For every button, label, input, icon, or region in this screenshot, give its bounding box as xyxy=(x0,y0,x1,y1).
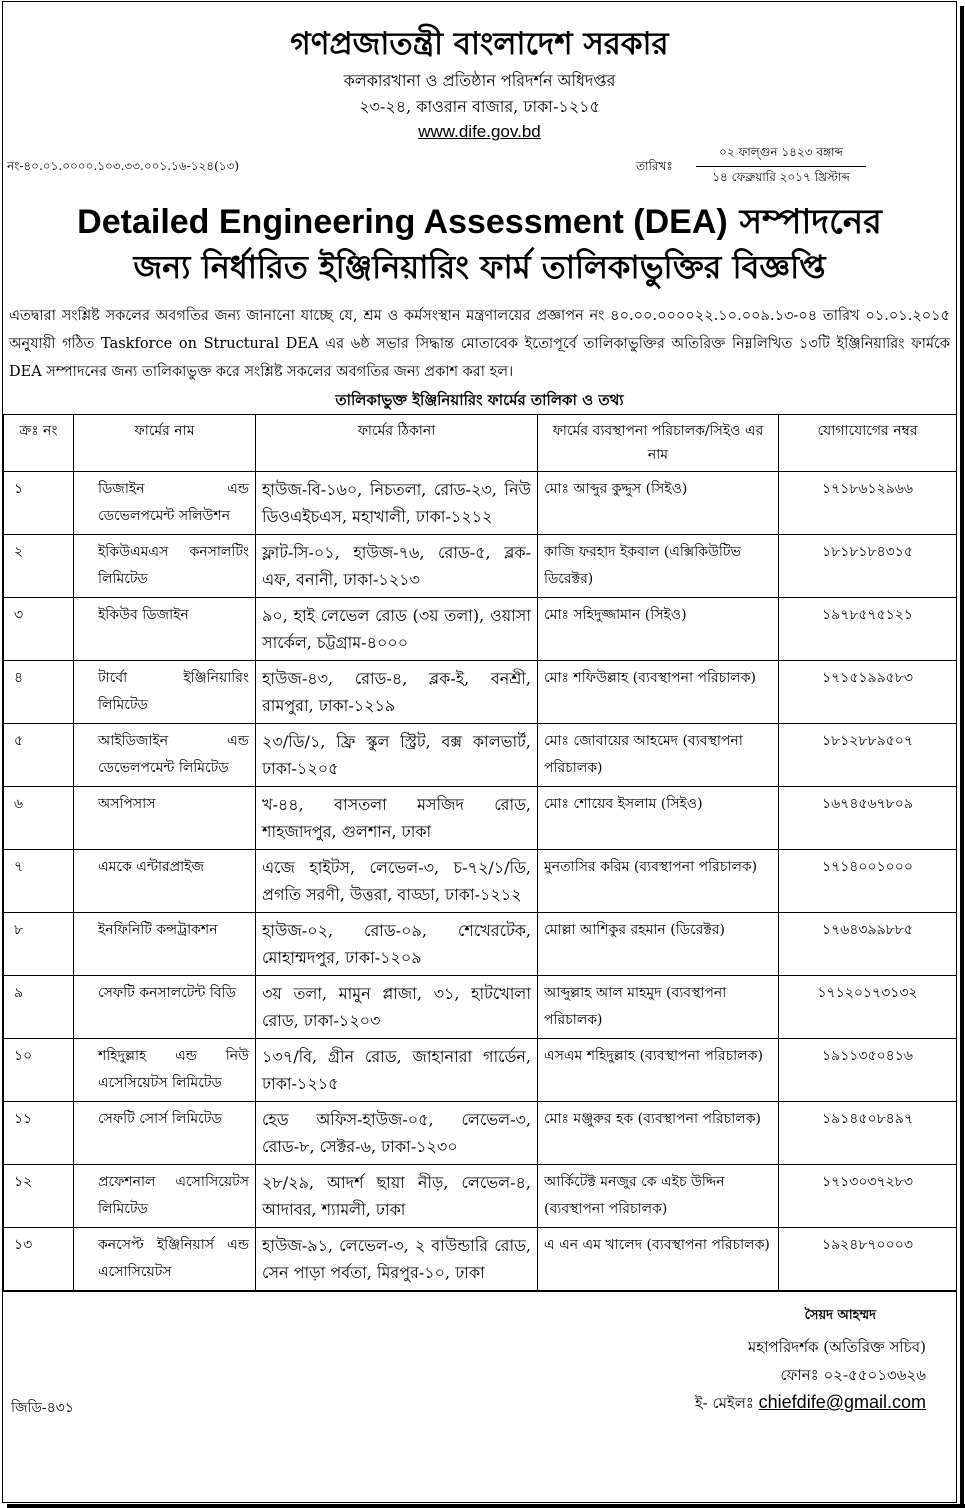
ceo-cell: মোঃ শফিউল্লাহ (ব্যবস্থাপনা পরিচালক) xyxy=(538,661,779,724)
header-firm-address: ফার্মের ঠিকানা xyxy=(256,415,538,472)
firm-name-cell: প্রফেশনাল এসোসিয়েটস লিমিটেড xyxy=(74,1165,256,1228)
table-row xyxy=(4,1165,957,1228)
table-row xyxy=(4,787,957,850)
table-row xyxy=(4,1228,957,1291)
serial-cell: ১২ xyxy=(4,1165,74,1228)
ceo-cell: মোঃ মঞ্জুরুর হক (ব্যবস্থাপনা পরিচালক) xyxy=(538,1102,779,1165)
contact-cell: ১৭১২০১৭৩১৩২ xyxy=(779,976,957,1039)
ceo-cell: মোঃ সহিদুজ্জামান (সিইও) xyxy=(538,598,779,661)
signatory-phone: ফোনঃ ০২-৫৫০১৩৬২৬ xyxy=(780,1366,926,1384)
firm-address-cell: খ-৪৪, বাসতলা মসজিদ রোড, শাহজাদপুর, গুলশান, ঢাকা xyxy=(256,787,538,850)
memo-row xyxy=(3,144,956,190)
header-serial: ক্রঃ নং xyxy=(4,415,74,472)
firm-name-cell: আইডিজাইন এন্ড ডেভেলপমেন্ট লিমিটেড xyxy=(74,724,256,787)
table-row xyxy=(4,976,957,1039)
ceo-cell: কাজি ফরহাদ ইকবাল (এক্সিকিউটিভ ডিরেক্টর) xyxy=(538,535,779,598)
firm-name-cell: এমকে এন্টারপ্রাইজ xyxy=(74,850,256,913)
firm-name-cell: শহিদুল্লাহ এন্ড নিউ এসেসিয়েটস লিমিটেড xyxy=(74,1039,256,1102)
serial-cell: ৫ xyxy=(4,724,74,787)
firm-name-cell: টার্বো ইঞ্জিনিয়ারিং লিমিটেড xyxy=(74,661,256,724)
date-lines xyxy=(696,144,866,189)
contact-cell: ১৯১১৩৫০৪১৬ xyxy=(779,1039,957,1102)
serial-cell: ২ xyxy=(4,535,74,598)
ceo-cell: মোঃ আব্দুর কুদ্দুস (সিইও) xyxy=(538,472,779,535)
contact-cell: ১৮১২৮৮৯৫০৭ xyxy=(779,724,957,787)
contact-cell: ১৯২৪৮৭০০০৩ xyxy=(779,1228,957,1291)
table-row xyxy=(4,1102,957,1165)
firm-name-cell: ইকিউএমএস কনসালটিং লিমিটেড xyxy=(74,535,256,598)
contact-cell: ১৯১৪৫০৮৪৯৭ xyxy=(779,1102,957,1165)
page-shadow-bottom xyxy=(7,1504,965,1508)
signatory-designation: মহাপরিদর্শক (অতিরিক্ত সচিব) xyxy=(747,1338,926,1356)
firm-name-cell: ইকিউব ডিজাইন xyxy=(74,598,256,661)
intro-paragraph: এতদ্বারা সংশ্লিষ্ট সকলের অবগতির জন্য জানানো যাচ্ছে যে, শ্রম ও কর্মসংস্থান মন্ত্রণালয়ের প্রজ্ঞাপন নং ৪০.০০.০০০০২২.১০.০০৯.১৩-০৪ তারিখ ০১.০১.২০১৫ অনুযায়ী গঠিত Taskforce on Structural DEA এর ৬ষ্ঠ সভার সিদ্ধান্ত মোতাবেক ইতোপূর্বে তালিকাভুক্তির অতিরিক্ত নিম্নলিখিত ১৩টি ইঞ্জিনিয়ারিং ফার্মকে DEA সম্পাদনের জন্য তালিকাভুক্ত করে সংশ্লিষ্ট সকলের অবগতির জন্য প্রকাশ করা হল। xyxy=(9,308,950,380)
table-row xyxy=(4,661,957,724)
table-row xyxy=(4,1039,957,1102)
firm-address-cell: এজে হাইটস, লেভেল-৩, চ-৭২/১/ডি, প্রগতি সরণী, উত্তরা, বাড্ডা, ঢাকা-১২১২ xyxy=(256,850,538,913)
government-title: গণপ্রজাতন্ত্রী বাংলাদেশ সরকার xyxy=(290,26,669,62)
firm-address-cell: ৯০, হাই লেভেল রোড (৩য় তলা), ওয়াসা সার্কেল, চট্টগ্রাম-৪০০০ xyxy=(256,598,538,661)
firm-address-cell: ২৩/ডি/১, ফ্রি স্কুল স্ট্রিট, বক্স কালভার্ট, ঢাকা-১২০৫ xyxy=(256,724,538,787)
ceo-cell: মুনতাসির করিম (ব্যবস্থাপনা পরিচালক) xyxy=(538,850,779,913)
gd-number: জিডি-৪৩১ xyxy=(11,1400,74,1416)
ceo-cell: মোল্লা আশিকুর রহমান (ডিরেক্টর) xyxy=(538,913,779,976)
title-bangla: সম্পাদনের xyxy=(739,202,882,242)
firm-address-cell: হেড অফিস-হাউজ-০৫, লেভেল-৩, রোড-৮, সেক্টর-৬, ঢাকা-১২৩০ xyxy=(256,1102,538,1165)
contact-cell: ১৬৭৪৫৬৭৮০৯ xyxy=(779,787,957,850)
contact-cell: ১৮১৮১৮৪৩১৫ xyxy=(779,535,957,598)
signatory-email-line xyxy=(695,1392,926,1417)
firm-name-cell: সেফটি কনসালটেন্ট বিডি xyxy=(74,976,256,1039)
contact-cell: ১৭১৪০০১০০০ xyxy=(779,850,957,913)
firm-address-cell: হাউজ-৪৩, রোড-৪, ব্লক-ই, বনশ্রী, রামপুরা, ঢাকা-১২১৯ xyxy=(256,661,538,724)
firm-address-cell: হাউজ-বি-১৬০, নিচতলা, রোড-২৩, নিউ ডিওএইচএস, মহাখালী, ঢাকা-১২১২ xyxy=(256,472,538,535)
notice-page xyxy=(2,1,957,1503)
notice-title-line1 xyxy=(3,200,956,244)
serial-cell: ১০ xyxy=(4,1039,74,1102)
memo-number: নং-৪০.০১.০০০০.১০৩.৩৩.০০১.১৬-১২৪(১৩) xyxy=(7,159,240,173)
department-name: কলকারখানা ও প্রতিষ্ঠান পরিদর্শন অধিদপ্তর xyxy=(343,71,616,90)
table-row xyxy=(4,535,957,598)
serial-cell: ৮ xyxy=(4,913,74,976)
firm-address-cell: হাউজ-০২, রোড-০৯, শেখেরটেক, মোহাম্মদপুর, ঢাকা-১২০৯ xyxy=(256,913,538,976)
website-link[interactable]: www.dife.gov.bd xyxy=(418,122,541,141)
header-contact: যোগাযোগের নম্বর xyxy=(779,415,957,472)
serial-cell: ৭ xyxy=(4,850,74,913)
contact-cell: ১৯৭৮৫৭৫১২১ xyxy=(779,598,957,661)
firm-address-cell: ১৩৭/বি, গ্রীন রোড, জাহানারা গার্ডেন, ঢাকা-১২১৫ xyxy=(256,1039,538,1102)
email-link[interactable]: chiefdife@gmail.com xyxy=(758,1392,926,1412)
firm-address-cell: ২৮/২৯, আদর্শ ছায়া নীড়, লেভেল-৪, আদাবর, শ্যামলী, ঢাকা xyxy=(256,1165,538,1228)
date-bangla: ০২ ফাল্গুন ১৪২৩ বঙ্গাব্দ xyxy=(696,144,866,167)
contact-cell: ১৭৬৪৩৯৯৮৮৫ xyxy=(779,913,957,976)
serial-cell: ৪ xyxy=(4,661,74,724)
firm-name-cell: অসপিসাস xyxy=(74,787,256,850)
firm-name-cell: ডিজাইন এন্ড ডেভেলপমেন্ট সলিউশন xyxy=(74,472,256,535)
table-row xyxy=(4,850,957,913)
ceo-cell: এসএম শহিদুল্লাহ (ব্যবস্থাপনা পরিচালক) xyxy=(538,1039,779,1102)
firms-table xyxy=(3,414,957,1291)
page-shadow-right xyxy=(960,6,964,1504)
serial-cell: ১৩ xyxy=(4,1228,74,1291)
date-english: ১৪ ফেব্রুয়ারি ২০১৭ খ্রিস্টাব্দ xyxy=(712,170,850,184)
date-label: তারিখঃ xyxy=(636,159,673,173)
serial-cell: ৩ xyxy=(4,598,74,661)
table-row xyxy=(4,472,957,535)
firm-address-cell: ফ্লাট-সি-০১, হাউজ-৭৬, রোড-৫, ব্লক-এফ, বনানী, ঢাকা-১২১৩ xyxy=(256,535,538,598)
signature-block xyxy=(3,1291,956,1482)
serial-cell: ১ xyxy=(4,472,74,535)
email-label: ই- মেইলঃ xyxy=(694,1394,754,1412)
firm-name-cell: ইনফিনিটি কন্সট্রাকশন xyxy=(74,913,256,976)
office-address: ২৩-২৪, কাওরান বাজার, ঢাকা-১২১৫ xyxy=(359,97,600,116)
serial-cell: ৯ xyxy=(4,976,74,1039)
table-row xyxy=(4,724,957,787)
ceo-cell: আর্কিটেক্ট মনজুর কে এইচ উদ্দিন (ব্যবস্থাপনা পরিচালক) xyxy=(538,1165,779,1228)
ceo-cell: আব্দুল্লাহ আল মাহমুদ (ব্যবস্থাপনা পরিচালক) xyxy=(538,976,779,1039)
ceo-cell: এ এন এম খালেদ (ব্যবস্থাপনা পরিচালক) xyxy=(538,1228,779,1291)
table-caption: তালিকাভুক্ত ইঞ্জিনিয়ারিং ফার্মের তালিকা ও তথ্য xyxy=(335,391,624,409)
firm-name-cell: কনসেপ্ট ইঞ্জিনিয়ার্স এন্ড এসোসিয়েটস xyxy=(74,1228,256,1291)
title-english: Detailed Engineering Assessment (DEA) xyxy=(77,203,728,241)
signatory-name: সৈয়দ আহম্মদ xyxy=(804,1308,876,1323)
serial-cell: ৬ xyxy=(4,787,74,850)
table-row xyxy=(4,598,957,661)
firm-address-cell: হাউজ-৯১, লেভেল-৩, ২ বাউন্ডারি রোড, সেন পাড়া পর্বতা, মিরপুর-১০, ঢাকা xyxy=(256,1228,538,1291)
notice-title-line2: জন্য নির্ধারিত ইঞ্জিনিয়ারিং ফার্ম তালিকাভুক্তির বিজ্ঞপ্তি xyxy=(133,248,826,286)
firm-address-cell: ৩য় তলা, মামুন প্লাজা, ৩১, হাটখোলা রোড, ঢাকা-১২০৩ xyxy=(256,976,538,1039)
contact-cell: ১৭১৫১৯৯৫৮৩ xyxy=(779,661,957,724)
table-header-row xyxy=(4,415,957,472)
contact-cell: ১৭১৩০৩৭২৮৩ xyxy=(779,1165,957,1228)
serial-cell: ১১ xyxy=(4,1102,74,1165)
ceo-cell: মোঃ শোয়েব ইসলাম (সিইও) xyxy=(538,787,779,850)
ceo-cell: মোঃ জোবায়ের আহমেদ (ব্যবস্থাপনা পরিচালক) xyxy=(538,724,779,787)
header-ceo-name: ফার্মের ব্যবস্থাপনা পরিচালক/সিইও এর নাম xyxy=(538,415,779,472)
firm-name-cell: সেফটি সোর্স লিমিটেড xyxy=(74,1102,256,1165)
table-row xyxy=(4,913,957,976)
contact-cell: ১৭১৮৬১২৯৬৬ xyxy=(779,472,957,535)
header-firm-name: ফার্মের নাম xyxy=(74,415,256,472)
